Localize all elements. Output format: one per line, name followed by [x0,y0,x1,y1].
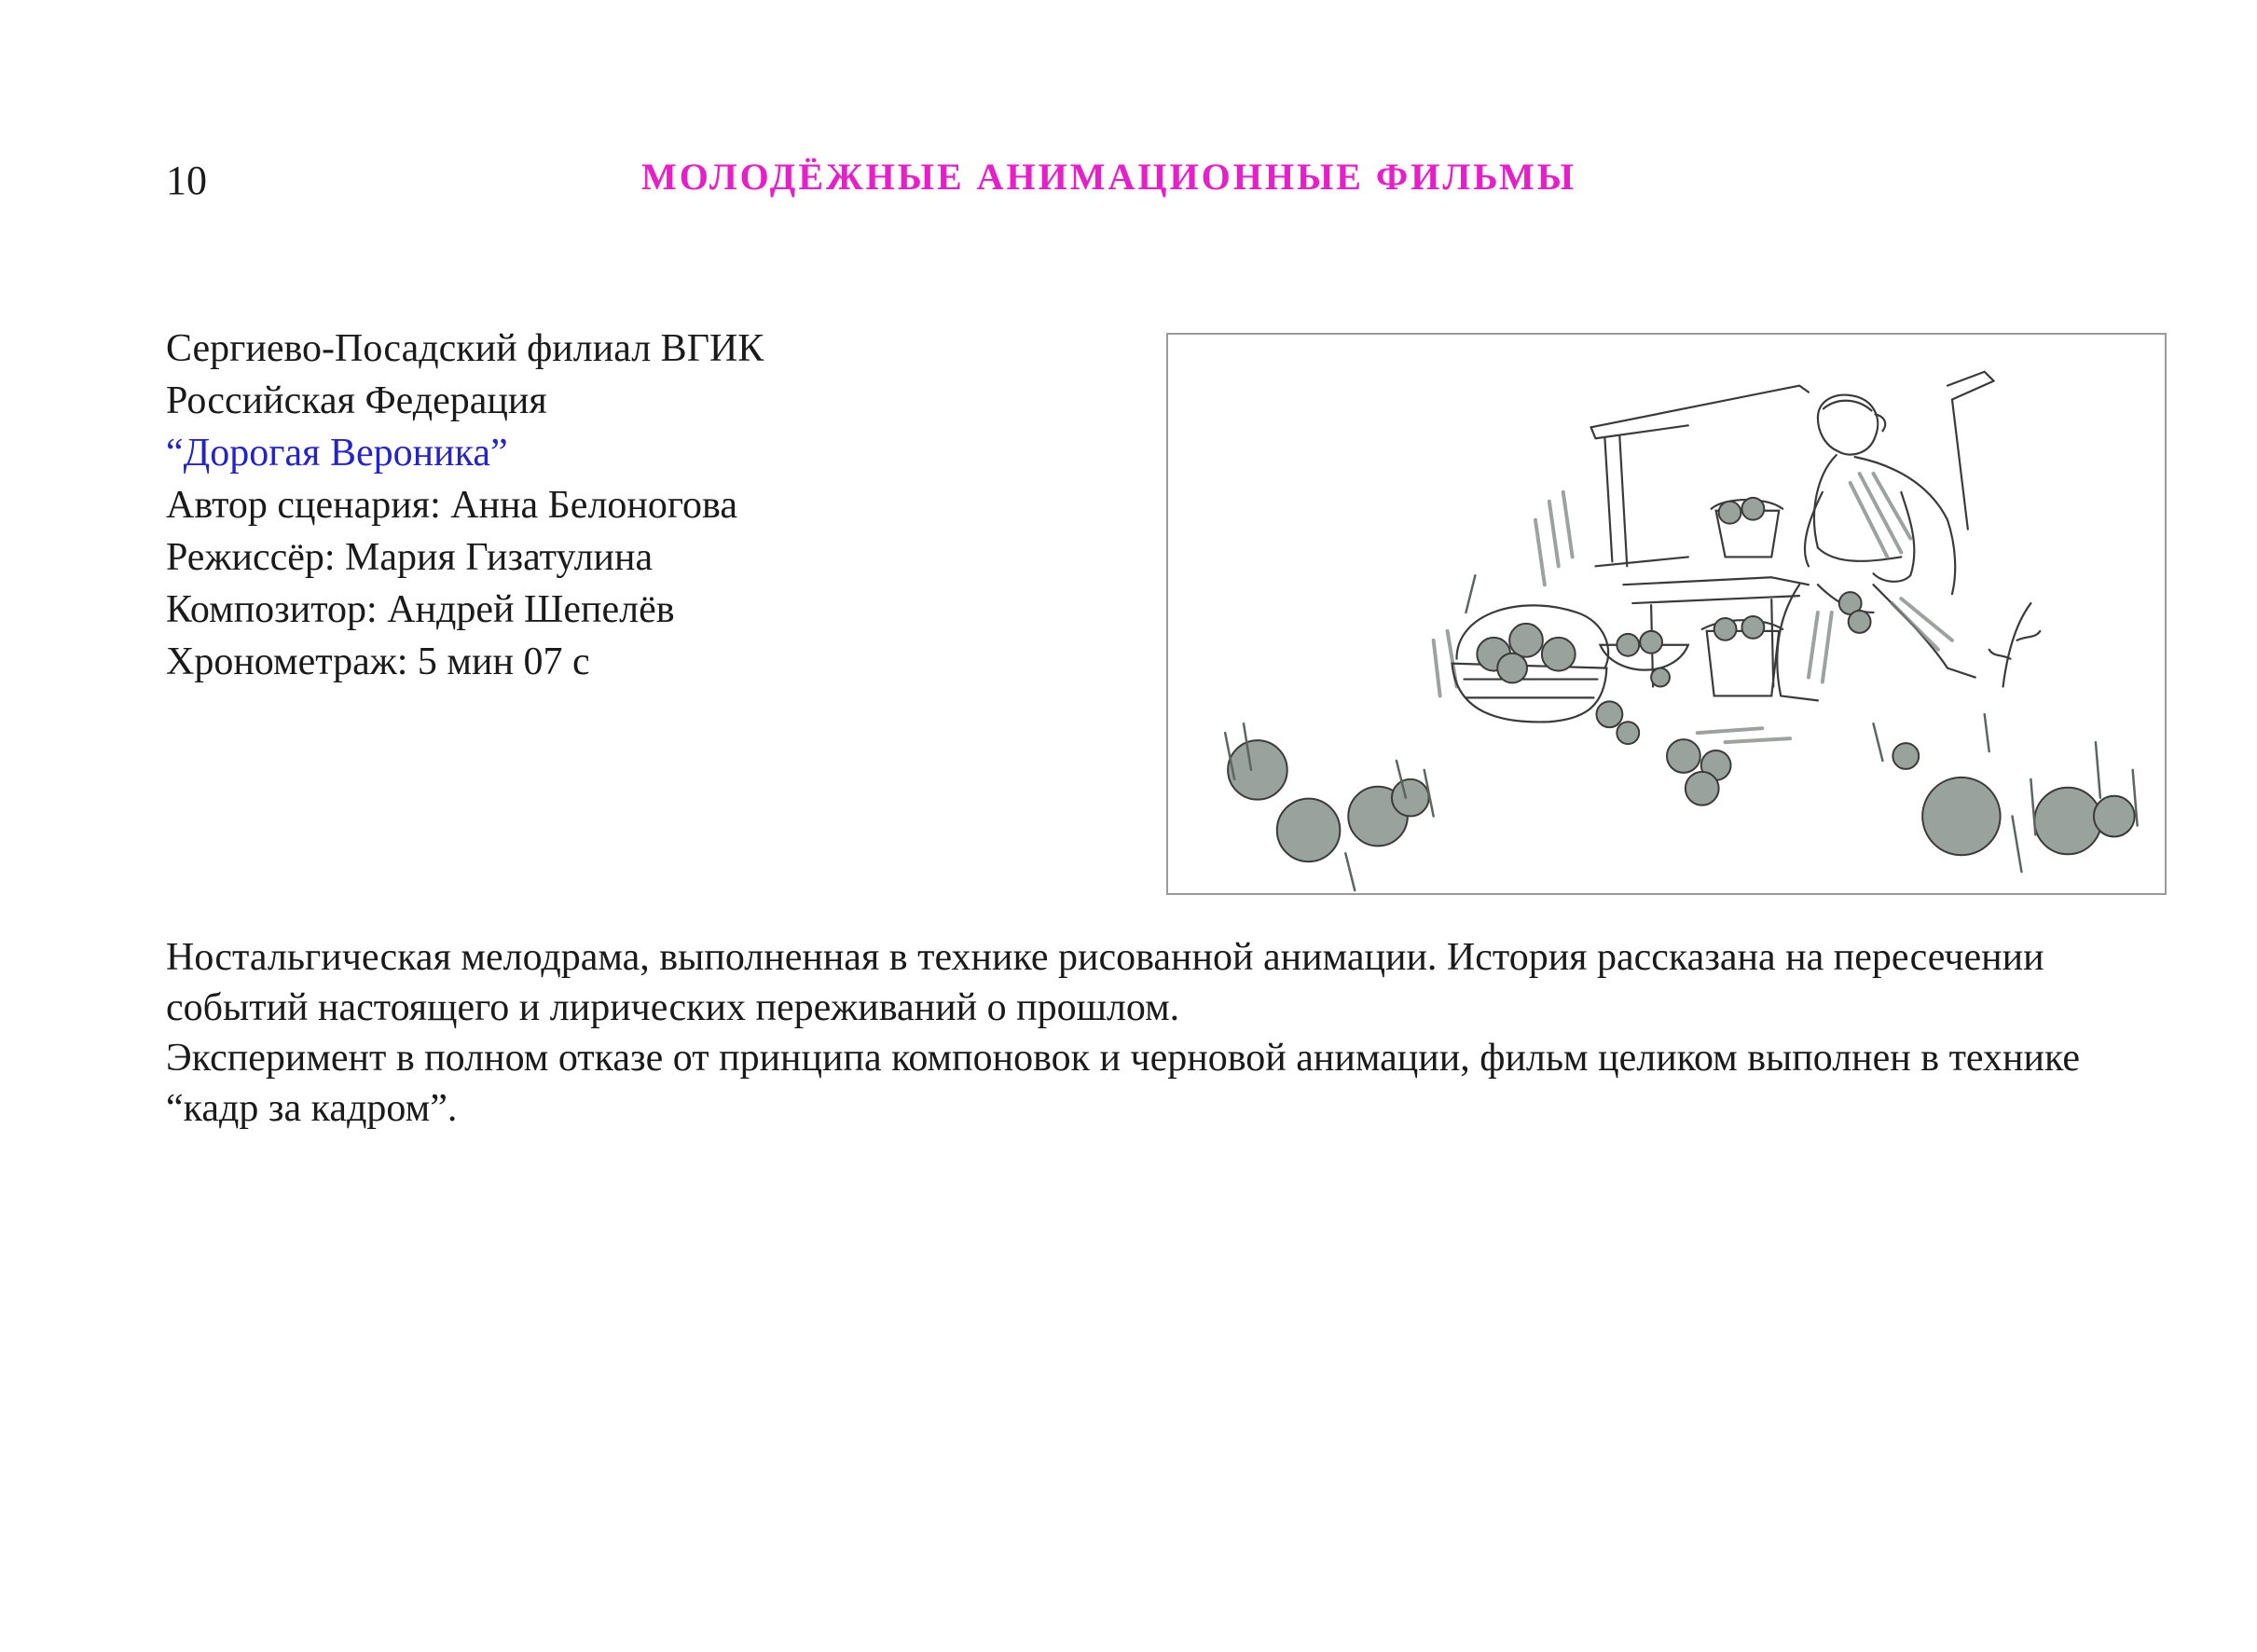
director-credit: Режиссёр: Мария Гизатулина [166,536,654,579]
description-paragraph-2: Эксперимент в полном отказе от принципа компоновок и черновой анимации, фильм целиком выполнен в технике “кадр за кадром”. [166,1037,2080,1130]
section-title: МОЛОДЁЖНЫЕ АНИМАЦИОННЫЕ ФИЛЬМЫ [641,156,1577,198]
apple-harvest-sketch [1168,335,2165,893]
school-name: Сергиево-Посадский филиал ВГИК [166,327,764,370]
film-credits [166,323,764,688]
writer-credit: Автор сценария: Анна Белоногова [166,484,737,527]
page-number: 10 [166,158,207,203]
duration-credit: Хронометраж: 5 мин 07 с [166,640,590,683]
composer-credit: Композитор: Андрей Шепелёв [166,588,675,631]
film-title: “Дорогая Вероника” [166,432,508,475]
film-still-illustration [1166,333,2167,895]
description-paragraph-1: Ностальгическая мелодрама, выполненная в технике рисованной анимации. История рассказана на пересечении событий настоящего и лирических переживаний о прошлом. [166,936,2044,1029]
country: Российская Федерация [166,379,547,422]
film-description [166,932,2161,1134]
